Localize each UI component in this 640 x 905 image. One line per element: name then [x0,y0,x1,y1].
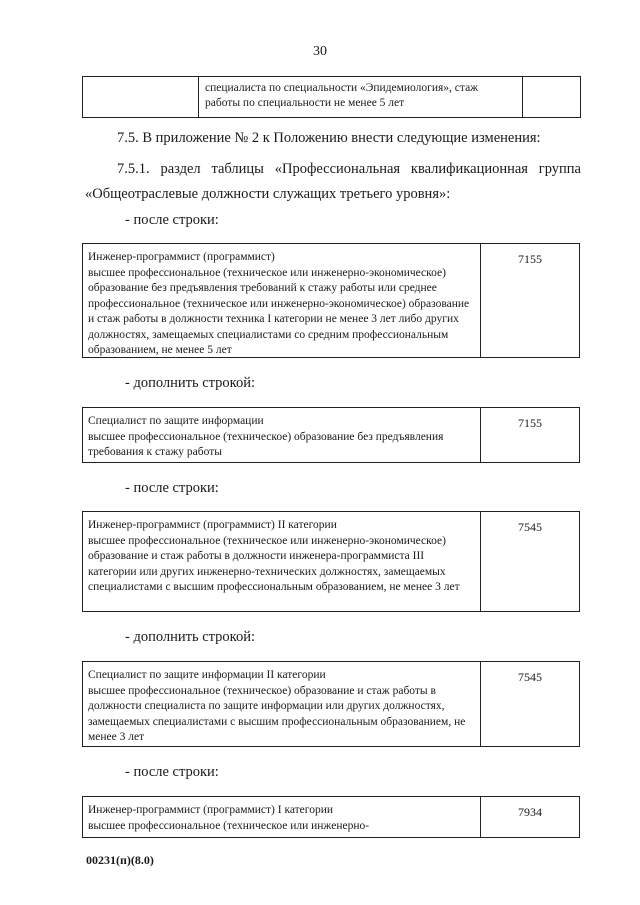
marker-add-row: - дополнить строкой: [125,629,256,645]
row-description: высшее профессиональное (техническое или инженерно-экономическое) образование без предъявления требований к стажу работы или среднее профессиональное (техническое или инженерно-экономическое) образование и стаж работы в должности техника I категории не менее 3 лет либо других должностях, замещаемых специалистами со средним профессиональным образованием, не менее 5 лет [88,266,470,356]
table-cell-empty [83,77,199,117]
table-cell-text [83,512,481,611]
page-number: 30 [313,44,327,59]
table-cell-text [83,662,481,746]
table-cell-text [83,408,481,462]
table-cell-value: 7155 [518,252,542,266]
table-cell-empty [523,77,580,117]
paragraph-7-5-1-line1: 7.5.1. раздел таблицы «Профессиональная квалификационная группа [117,161,581,177]
continued-table-row [82,76,581,118]
table-cell-value: 7934 [518,805,542,819]
marker-after-row: - после строки: [125,212,219,228]
table-row [82,407,580,463]
table-row [82,243,580,358]
paragraph-7-5: 7.5. В приложение № 2 к Положению внести следующие изменения: [117,130,541,146]
row-description: высшее профессиональное (техническое или инженерно- [88,819,370,832]
table-cell-text [83,244,481,357]
marker-add-row: - дополнить строкой: [125,375,256,391]
marker-after-row: - после строки: [125,764,219,780]
paragraph-7-5-1-line2: «Общеотраслевые должности служащих третьего уровня»: [85,186,451,202]
row-description: высшее профессиональное (техническое) образование без предъявления требования к стажу работы [88,430,444,458]
document-code: 00231(п)(8.0) [86,853,154,867]
table-row [82,661,580,747]
table-cell-text [83,797,481,837]
row-title: Инженер-программист (программист) [88,251,275,263]
row-title: Инженер-программист (программист) II категории [88,519,337,531]
row-title: Специалист по защите информации [88,415,264,427]
row-title: Специалист по защите информации II категории [88,669,326,681]
table-row [82,511,580,612]
row-title: Инженер-программист (программист) I категории [88,804,334,816]
table-cell-value: 7155 [518,416,542,430]
table-cell-value: 7545 [518,670,542,684]
table-row [82,796,580,838]
marker-after-row: - после строки: [125,480,219,496]
table-cell-text: специалиста по специальности «Эпидемиология», стаж работы по специальности не менее 5 лет [199,77,523,117]
row-description: высшее профессиональное (техническое или инженерно-экономическое) образование и стаж работы в должности инженера-программиста III категории или других инженерно-технических должностях, замещаемых специалистами с высшим профессиональным образованием, не менее 3 лет [88,534,460,593]
row-description: высшее профессиональное (техническое) образование и стаж работы в должности специалиста по защите информации или других должностях, замещаемых специалистами с высшим профессиональным образованием, не менее 3 лет [88,684,466,743]
table-cell-value: 7545 [518,520,542,534]
